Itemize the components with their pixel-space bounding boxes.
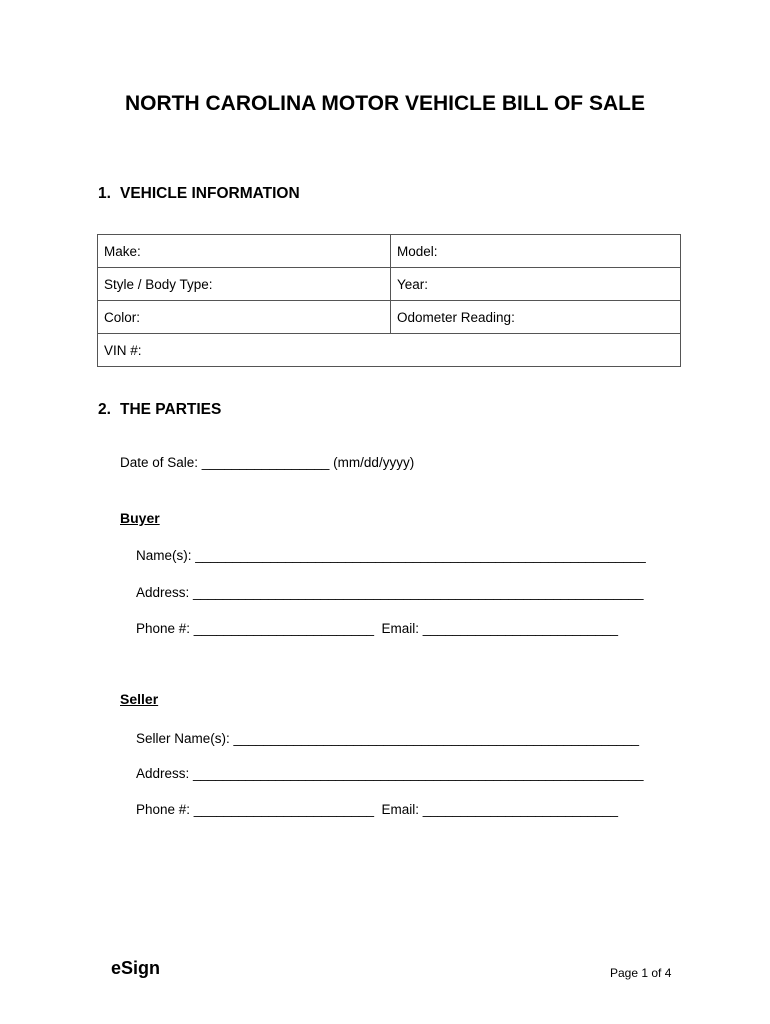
section-heading-vehicle-information (98, 185, 300, 203)
style-body-type-field[interactable]: Style / Body Type: (98, 268, 391, 301)
table-row (98, 334, 681, 367)
vin-field[interactable]: VIN #: (98, 334, 681, 367)
table-row (98, 301, 681, 334)
seller-heading: Seller (120, 691, 159, 707)
section-title: VEHICLE INFORMATION (120, 185, 300, 202)
table-row (98, 235, 681, 268)
buyer-heading: Buyer (120, 510, 160, 526)
make-field[interactable]: Make: (98, 235, 391, 268)
buyer-names-field[interactable]: Name(s): ____________________________________________________________ (136, 548, 646, 563)
section-number: 1. (98, 185, 111, 202)
section-title: THE PARTIES (120, 401, 222, 418)
esign-logo: eSign (111, 958, 161, 978)
page-number: Page 1 of 4 (610, 966, 672, 980)
date-of-sale-field[interactable]: Date of Sale: _________________ (mm/dd/yyyy) (120, 455, 415, 470)
odometer-reading-field[interactable]: Odometer Reading: (391, 301, 681, 334)
table-row (98, 268, 681, 301)
section-number: 2. (98, 401, 111, 418)
buyer-phone-email-field[interactable]: Phone #: ________________________ Email: __________________________ (136, 621, 618, 636)
model-field[interactable]: Model: (391, 235, 681, 268)
vehicle-information-table (97, 234, 681, 367)
year-field[interactable]: Year: (391, 268, 681, 301)
seller-address-field[interactable]: Address: ____________________________________________________________ (136, 766, 644, 781)
seller-names-field[interactable]: Seller Name(s): ______________________________________________________ (136, 731, 639, 746)
seller-phone-email-field[interactable]: Phone #: ________________________ Email: __________________________ (136, 802, 618, 817)
buyer-address-field[interactable]: Address: ____________________________________________________________ (136, 585, 644, 600)
color-field[interactable]: Color: (98, 301, 391, 334)
document-title: NORTH CAROLINA MOTOR VEHICLE BILL OF SALE (125, 92, 645, 115)
section-heading-the-parties (98, 401, 221, 419)
